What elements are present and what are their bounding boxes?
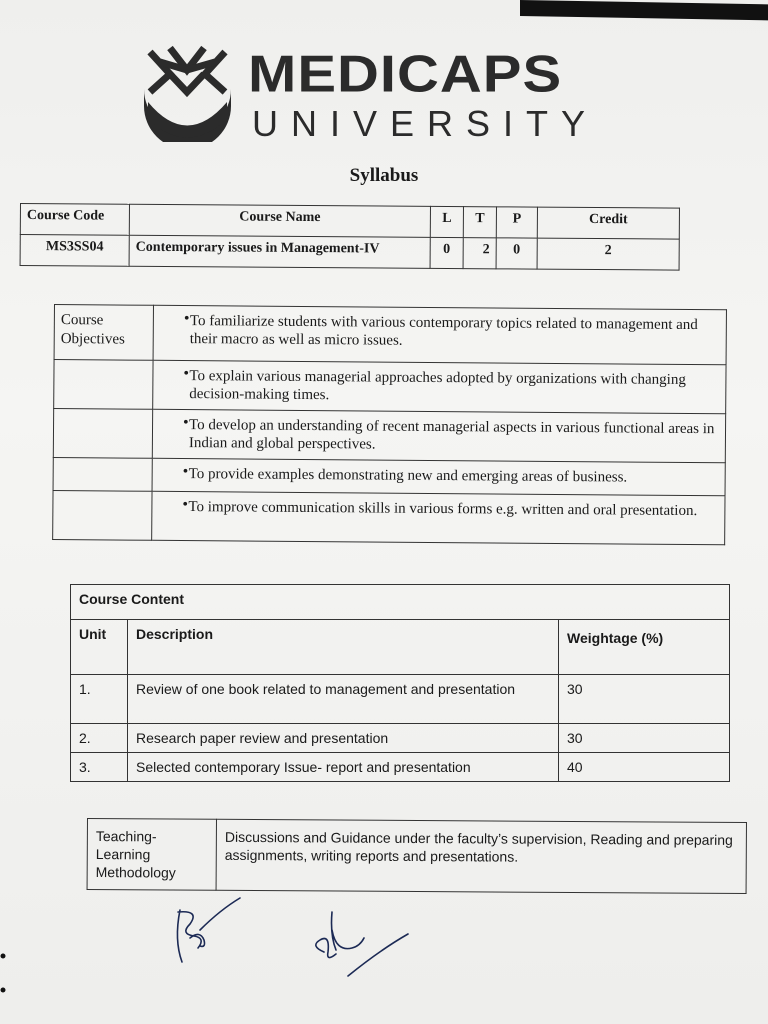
weightage-cell: 30 <box>559 724 730 753</box>
logo-mark-icon <box>140 44 235 142</box>
methodology-label: Teaching-Learning Methodology <box>87 819 216 891</box>
course-content-table <box>70 584 730 782</box>
objectives-label-empty <box>53 490 152 540</box>
course-info-table <box>20 203 680 271</box>
course-data-row <box>20 235 679 271</box>
handwritten-signatures <box>160 890 420 1000</box>
signature-2 <box>316 912 408 976</box>
unit-cell: 3. <box>71 753 128 782</box>
course-code-header: Course Code <box>20 204 129 236</box>
course-content-title: Course Content <box>71 585 730 620</box>
course-objectives-table <box>52 304 727 545</box>
practical-value: 0 <box>496 238 537 269</box>
university-logo <box>140 44 610 149</box>
logo-subtitle: UNIVERSITY <box>252 103 599 144</box>
tutorial-header: T <box>463 207 496 238</box>
description-header: Description <box>128 620 559 675</box>
tutorial-value: 2 <box>463 238 496 269</box>
objective-item: • To explain various managerial approaches adopted by organizations with changing decision-making times. <box>153 360 726 413</box>
objectives-label-empty <box>54 360 153 410</box>
unit-header: Unit <box>71 620 128 675</box>
objective-item: • To develop an understanding of recent managerial aspects in various functional areas in Indian and global perspectives. <box>152 409 725 462</box>
signature-1 <box>177 898 240 962</box>
objective-item: • To provide examples demonstrating new and emerging areas of business. <box>152 458 725 495</box>
page-edge-marks <box>0 950 6 1000</box>
table-row <box>71 753 730 782</box>
credit-header: Credit <box>537 207 679 239</box>
weightage-header: Weightage (%) <box>559 620 730 675</box>
table-row <box>71 675 730 724</box>
course-content-title-row <box>71 585 730 620</box>
lecture-header: L <box>430 206 463 237</box>
lecture-value: 0 <box>430 237 463 268</box>
methodology-text: Discussions and Guidance under the faculty’s supervision, Reading and preparing assignments, writing reports and presentations. <box>216 819 746 893</box>
objectives-label: Course Objectives <box>54 305 153 361</box>
course-name: Contemporary issues in Management-IV <box>129 235 430 268</box>
objective-row <box>53 457 725 495</box>
course-header-row <box>20 204 679 240</box>
practical-header: P <box>496 207 537 238</box>
weightage-cell: 30 <box>559 675 730 724</box>
weightage-cell: 40 <box>559 753 730 782</box>
credit-value: 2 <box>537 238 679 270</box>
description-cell: Research paper review and presentation <box>128 724 559 753</box>
table-row <box>71 724 730 753</box>
objective-row <box>53 490 725 544</box>
objective-row <box>54 305 726 365</box>
objective-row <box>54 360 726 414</box>
document-title: Syllabus <box>349 165 419 186</box>
methodology-row <box>87 819 746 894</box>
course-code: MS3SS04 <box>20 235 129 267</box>
objective-row <box>53 409 725 463</box>
course-name-header: Course Name <box>129 204 430 237</box>
objective-item: • To improve communication skills in various forms e.g. written and oral presentation. <box>152 491 725 544</box>
objectives-label-empty <box>53 457 152 491</box>
teaching-methodology-table <box>87 818 747 894</box>
objectives-label-empty <box>53 409 152 459</box>
description-cell: Review of one book related to management and presentation <box>128 675 559 724</box>
course-content-header-row <box>71 620 730 675</box>
objective-item: • To familiarize students with various contemporary topics related to management and their macro as well as micro issues. <box>153 305 726 364</box>
logo-name: MEDICAPS <box>248 44 563 104</box>
description-cell: Selected contemporary Issue- report and presentation <box>128 753 559 782</box>
unit-cell: 2. <box>71 724 128 753</box>
unit-cell: 1. <box>71 675 128 724</box>
